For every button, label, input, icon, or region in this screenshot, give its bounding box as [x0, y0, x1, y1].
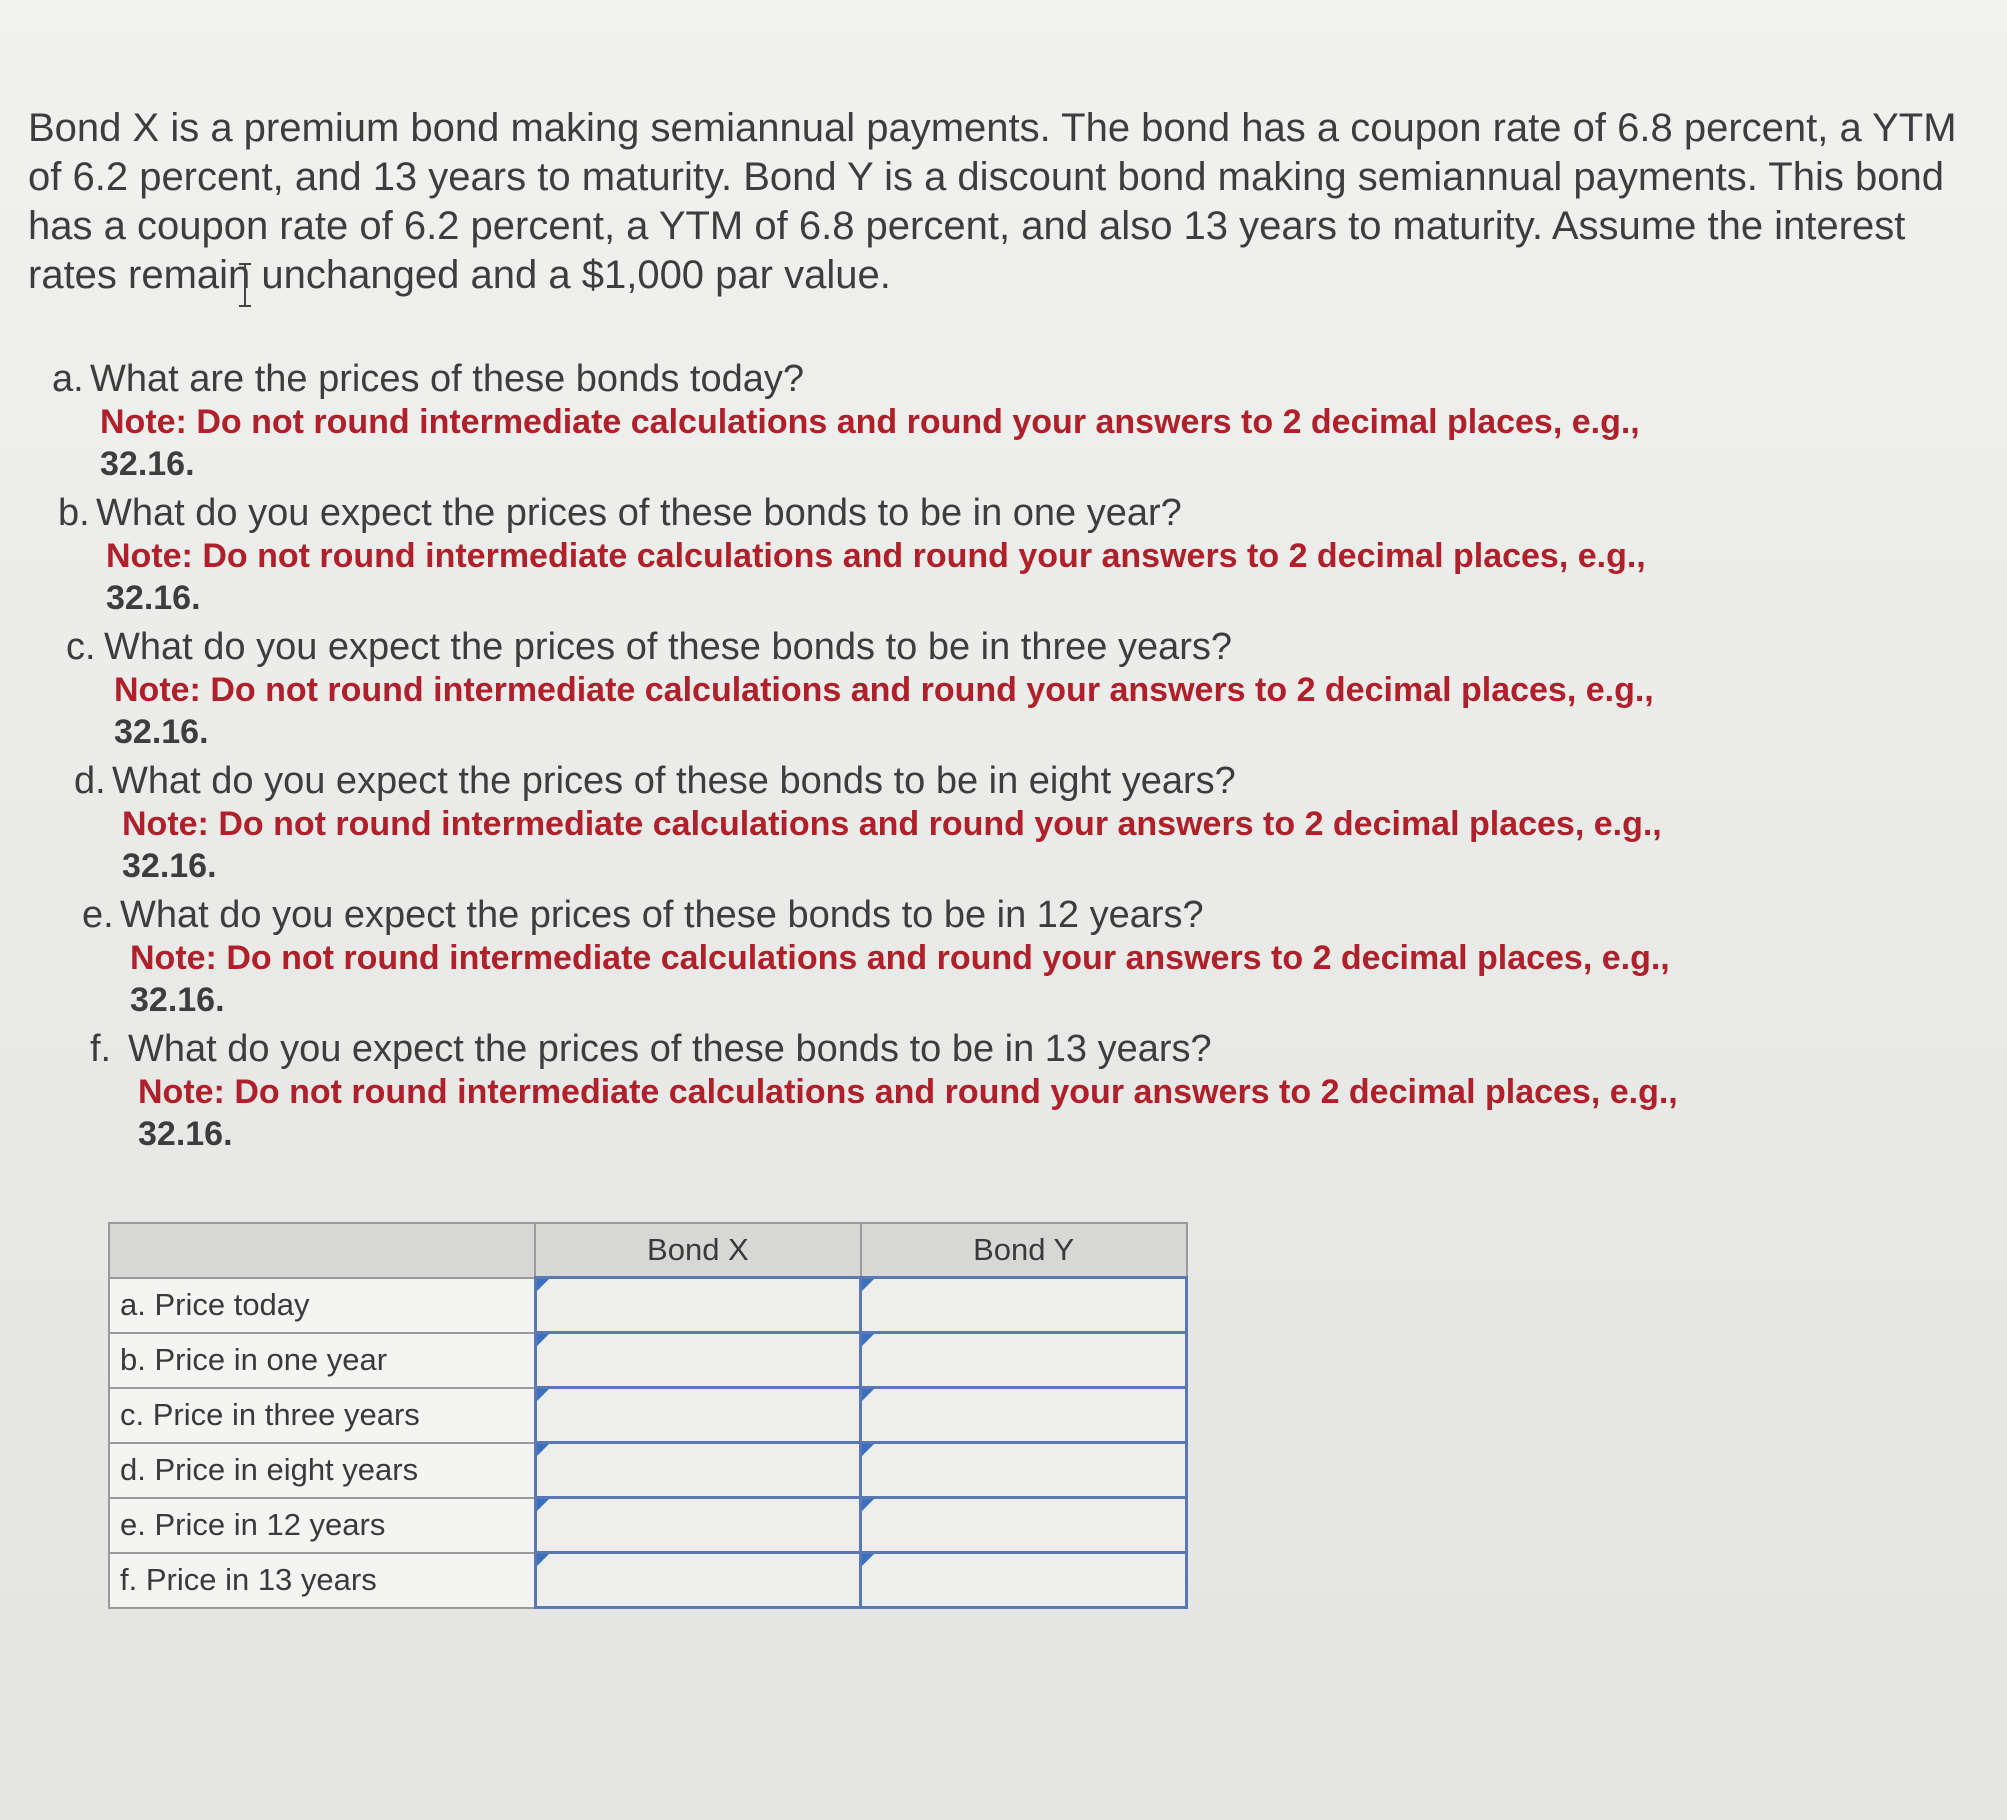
rounding-example: 32.16. — [130, 981, 225, 1019]
rounding-note: Note: Do not round intermediate calculations and round your answers to 2 decimal places, e.g., — [122, 805, 1662, 843]
question-letter: c. — [66, 626, 96, 668]
bond-y-price-12-years-cell[interactable] — [861, 1498, 1187, 1553]
input-flag-icon — [862, 1499, 874, 1511]
input-flag-icon — [862, 1389, 874, 1401]
input-flag-icon — [537, 1444, 549, 1456]
input-flag-icon — [862, 1279, 874, 1291]
row-label: c. Price in three years — [109, 1388, 535, 1443]
rounding-note: Note: Do not round intermediate calculations and round your answers to 2 decimal places, e.g., — [138, 1073, 1678, 1111]
table-row — [109, 1498, 1187, 1553]
bond-x-price-12-years-input[interactable] — [547, 1502, 854, 1548]
answer-table — [108, 1222, 1188, 1609]
question-f — [90, 1027, 1952, 1155]
bond-y-price-13-years-input[interactable] — [872, 1557, 1179, 1603]
rounding-note: Note: Do not round intermediate calculations and round your answers to 2 decimal places, e.g., — [100, 403, 1640, 441]
input-flag-icon — [537, 1279, 549, 1291]
table-row — [109, 1443, 1187, 1498]
problem-statement: Bond X is a premium bond making semiannual payments. The bond has a coupon rate of 6.8 percent, a YTM of 6.2 percent, and 13 years to maturity. Bond Y is a discount bond making semiannual payments. This bond has a coupon rate of 6.2 percent, a YTM of 6.8 percent, and also 13 years to maturity. Assume the interest rates remain unchanged and a $1,000 par value. — [28, 106, 1957, 297]
input-flag-icon — [537, 1389, 549, 1401]
row-label: e. Price in 12 years — [109, 1498, 535, 1553]
question-list — [52, 357, 1952, 1161]
question-text: What do you expect the prices of these bonds to be in 13 years? — [128, 1028, 1212, 1070]
question-text: What do you expect the prices of these bonds to be in one year? — [96, 492, 1182, 534]
question-e — [82, 893, 1952, 1021]
bond-y-price-eight-years-input[interactable] — [872, 1447, 1179, 1493]
question-letter: d. — [74, 760, 106, 802]
bond-y-price-one-year-input[interactable] — [872, 1337, 1179, 1383]
table-row — [109, 1333, 1187, 1388]
bond-x-price-three-years-input[interactable] — [547, 1392, 854, 1438]
input-flag-icon — [862, 1554, 874, 1566]
input-flag-icon — [537, 1554, 549, 1566]
question-b — [58, 491, 1952, 619]
question-c — [66, 625, 1952, 753]
bond-x-price-eight-years-cell[interactable] — [535, 1443, 861, 1498]
bond-x-price-13-years-input[interactable] — [547, 1557, 854, 1603]
bond-y-price-three-years-input[interactable] — [872, 1392, 1179, 1438]
table-row — [109, 1278, 1187, 1333]
bond-y-price-today-input[interactable] — [872, 1282, 1179, 1328]
row-label: f. Price in 13 years — [109, 1553, 535, 1608]
rounding-example: 32.16. — [114, 713, 209, 751]
bond-y-price-today-cell[interactable] — [861, 1278, 1187, 1333]
bond-x-price-three-years-cell[interactable] — [535, 1388, 861, 1443]
input-flag-icon — [862, 1444, 874, 1456]
question-letter: e. — [82, 894, 114, 936]
question-text: What do you expect the prices of these bonds to be in three years? — [104, 626, 1233, 668]
bond-y-price-one-year-cell[interactable] — [861, 1333, 1187, 1388]
bond-x-price-one-year-input[interactable] — [547, 1337, 854, 1383]
question-text: What are the prices of these bonds today? — [90, 358, 804, 400]
question-letter: b. — [58, 492, 90, 534]
input-flag-icon — [862, 1334, 874, 1346]
table-header-bond-x: Bond X — [535, 1223, 861, 1278]
question-text: What do you expect the prices of these bonds to be in eight years? — [112, 760, 1236, 802]
question-letter: f. — [90, 1028, 112, 1070]
row-label: d. Price in eight years — [109, 1443, 535, 1498]
bond-x-price-eight-years-input[interactable] — [547, 1447, 854, 1493]
bond-y-price-13-years-cell[interactable] — [861, 1553, 1187, 1608]
text-cursor-icon — [238, 262, 252, 308]
input-flag-icon — [537, 1499, 549, 1511]
bond-x-price-12-years-cell[interactable] — [535, 1498, 861, 1553]
bond-y-price-12-years-input[interactable] — [872, 1502, 1179, 1548]
bond-y-price-three-years-cell[interactable] — [861, 1388, 1187, 1443]
input-flag-icon — [537, 1334, 549, 1346]
table-header-blank — [109, 1223, 535, 1278]
question-letter: a. — [52, 358, 84, 400]
bond-x-price-13-years-cell[interactable] — [535, 1553, 861, 1608]
rounding-example: 32.16. — [106, 579, 201, 617]
row-label: a. Price today — [109, 1278, 535, 1333]
rounding-note: Note: Do not round intermediate calculations and round your answers to 2 decimal places, e.g., — [106, 537, 1646, 575]
question-text: What do you expect the prices of these bonds to be in 12 years? — [120, 894, 1204, 936]
rounding-example: 32.16. — [138, 1115, 233, 1153]
bond-x-price-one-year-cell[interactable] — [535, 1333, 861, 1388]
rounding-example: 32.16. — [122, 847, 217, 885]
table-header-bond-y: Bond Y — [861, 1223, 1187, 1278]
rounding-note: Note: Do not round intermediate calculations and round your answers to 2 decimal places, e.g., — [114, 671, 1654, 709]
table-row — [109, 1388, 1187, 1443]
table-row — [109, 1553, 1187, 1608]
rounding-example: 32.16. — [100, 445, 195, 483]
question-d — [74, 759, 1952, 887]
bond-x-price-today-input[interactable] — [547, 1282, 854, 1328]
table-header-row — [109, 1223, 1187, 1278]
question-a — [52, 357, 1952, 485]
rounding-note: Note: Do not round intermediate calculations and round your answers to 2 decimal places, e.g., — [130, 939, 1670, 977]
bond-x-price-today-cell[interactable] — [535, 1278, 861, 1333]
row-label: b. Price in one year — [109, 1333, 535, 1388]
bond-y-price-eight-years-cell[interactable] — [861, 1443, 1187, 1498]
